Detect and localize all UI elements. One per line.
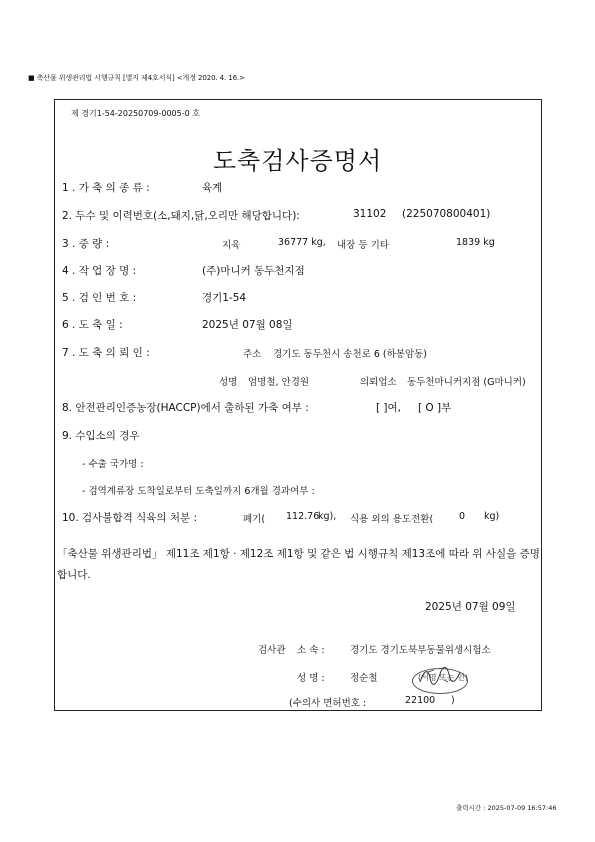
inspector-name: 정순철 — [350, 673, 378, 684]
inspector-name-label: 성 명 : — [297, 673, 325, 684]
item7-address-label: 주소 — [243, 349, 262, 360]
item2-label: 2. 두수 및 이력번호(소,돼지,닭,오리만 해당합니다): — [62, 210, 300, 222]
item7-label: 7 . 도 축 의 뢰 인 : — [62, 347, 150, 359]
item3-offal-label: 내장 등 기타 — [337, 240, 389, 251]
item7-business-label: 의뢰업소 — [360, 377, 397, 388]
item8-text: 8. 안전관리인증농장(HACCP)에서 출하된 가축 여부 : — [62, 402, 309, 414]
statement-line2: 합니다. — [57, 569, 91, 581]
item3-label: 3 . 중 량 : — [62, 238, 110, 250]
item10-discard-label: 폐기( — [243, 514, 266, 525]
item4-label: 4 . 작 업 장 명 : — [62, 265, 137, 277]
item9-export-country: - 수출 국가명 : — [82, 459, 144, 470]
item7-business: 동두천마니커지점 (G마니커) — [407, 377, 526, 388]
inspector-org: 경기도 경기도북부동물위생시험소 — [350, 645, 491, 656]
item8-option-no: [ O ]부 — [418, 402, 452, 414]
item8-option-yes: [ ]여, — [376, 402, 402, 414]
item10-label: 10. 검사불합격 식육의 처분 : — [62, 512, 198, 524]
item1-value: 육계 — [202, 182, 223, 194]
item10-conversion-amount: 0 — [459, 511, 466, 522]
inspector-org-label: 소 속 : — [297, 645, 325, 656]
item9-label: 9. 수입소의 경우 — [62, 430, 140, 442]
item1-label: 1 . 가 축 의 종 류 : — [62, 182, 150, 194]
item5-label: 5 . 검 인 번 호 : — [62, 292, 137, 304]
item4-value: (주)마니커 동두천지점 — [202, 265, 305, 277]
item7-name: 엄명철, 안경원 — [248, 377, 310, 388]
item5-value: 경기1-54 — [202, 292, 247, 304]
item6-value: 2025년 07월 08일 — [202, 319, 293, 331]
inspector-label: 검사관 — [258, 645, 286, 656]
form-header: ■ 축산물 위생관리법 시행규칙 [별지 제4호서식] <개정 2020. 4. 16.> — [28, 74, 245, 82]
item10-discard-unit: kg), — [318, 511, 337, 522]
item6-label: 6 . 도 축 일 : — [62, 319, 123, 331]
item3-carcass-weight: 36777 kg, — [278, 237, 326, 248]
item7-address: 경기도 동두천시 송천로 6 (하봉암동) — [273, 349, 428, 360]
handwritten-signature-icon — [414, 664, 466, 690]
print-timestamp: 출력시간 : 2025-07-09 16:57:46 — [456, 804, 557, 812]
item3-offal-weight: 1839 kg — [456, 237, 495, 248]
item7-name-label: 성명 — [219, 377, 238, 388]
issue-date: 2025년 07월 09일 — [425, 601, 516, 613]
item2-head-count: 31102 — [353, 208, 387, 220]
item10-discard-amount: 112.76 — [286, 511, 320, 522]
vet-license-number: 22100 — [405, 695, 436, 706]
vet-license-label: (수의사 면허번호 : — [289, 698, 367, 709]
statement-line1: 「축산물 위생관리법」 제11조 제1항 · 제12조 제1항 및 같은 법 시행규칙 제13조에 따라 위 사실을 증명 — [57, 548, 540, 560]
document-title: 도축검사증명서 — [212, 147, 383, 175]
item9-quarantine-period: - 검역계류장 도착일로부터 도축일까지 6개월 경과여부 : — [82, 486, 315, 497]
vet-license-close: ) — [451, 695, 455, 706]
item2-trace-number: (225070800401) — [402, 208, 491, 220]
item10-conversion-label: 식용 외의 용도전환( — [350, 514, 434, 525]
item10-conversion-unit: kg) — [484, 511, 500, 522]
certificate-number: 제 경기1-54-20250709-0005-0 호 — [71, 109, 200, 118]
item3-carcass-label: 지육 — [222, 240, 241, 251]
signature-seal-text: (서명 또는 인) — [418, 673, 468, 682]
